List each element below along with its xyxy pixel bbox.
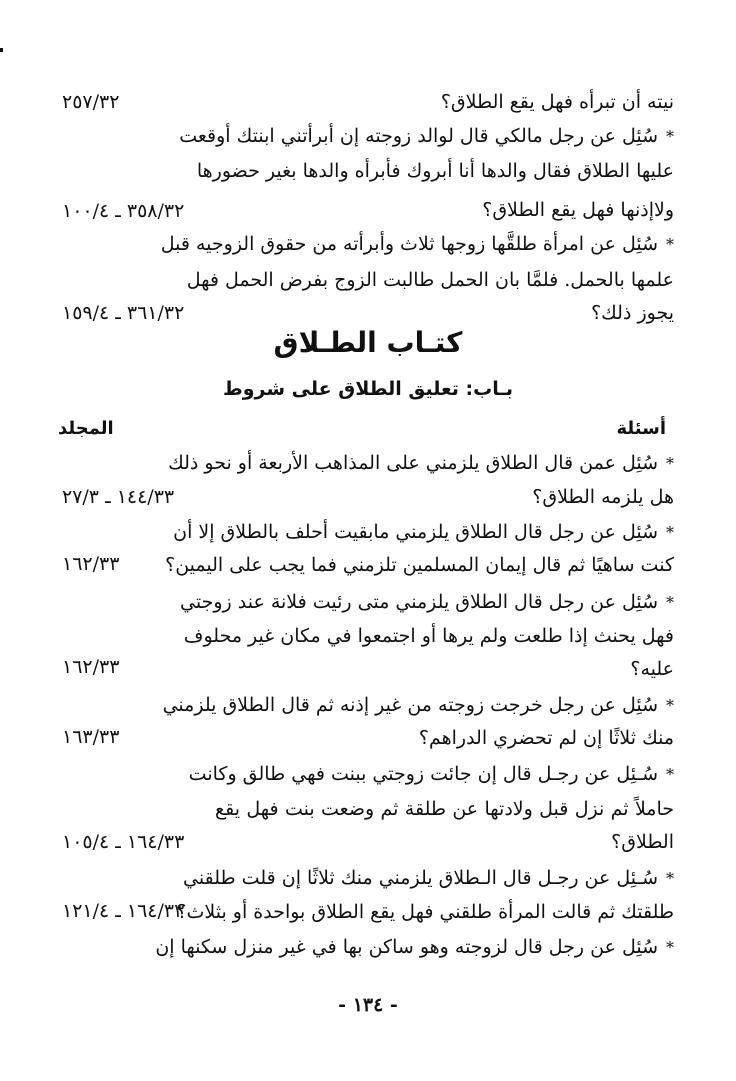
volume-reference: ١٦٣/٣٣ <box>62 726 120 748</box>
bullet-icon: * <box>666 869 674 888</box>
bullet-icon: * <box>666 765 674 784</box>
question-line: *سُئِل عمن قال الطلاق يلزمني على المذاهب الأربعة أو نحو ذلك <box>168 452 674 474</box>
question-line: *سُئِل عن رجل مالكي قال لوالد زوجته إن أبرأتني ابنتك أوقعت <box>179 125 674 147</box>
text-line: كنت ساهيًا ثم قال إيمان المسلمين تلزمني فما يجب على اليمين؟ <box>165 554 674 576</box>
question-line: *سُـئِل عن رجـل قال الـطلاق يلزمني منك ثلاثًا إن قلت طلقني <box>183 867 674 889</box>
section-subtitle: بـاب: تعليق الطلاق على شروط <box>223 378 513 400</box>
bullet-icon: * <box>666 696 674 715</box>
volume-reference: ١٤٤/٣٣ ـ ٢٧/٣ <box>62 486 175 508</box>
volume-reference: ١٦٢/٣٣ <box>62 553 120 575</box>
text-line: علمها بالحمل. فلمَّا بان الحمل طالبت الزوج بفرض الحمل فهل <box>186 269 674 291</box>
question-line: *سُئِل عن رجل خرجت زوجته من غير إذنه ثم قال الطلاق يلزمني <box>162 694 674 716</box>
text-line: منك ثلاثًا إن لم تحضري الدراهم؟ <box>418 727 674 749</box>
bullet-icon: * <box>666 454 674 473</box>
volume-reference: ٣٦١/٣٢ ـ ١٥٩/٤ <box>62 302 185 324</box>
text-line: عليها الطلاق فقال والدها أنا أبروك فأبرأه والدها بغير حضورها <box>196 160 674 182</box>
text-line: يجوز ذلك؟ <box>591 302 674 324</box>
question-line: *سُئِل عن امرأة طلقَّها زوجها ثلاث وأبرأته من حقوق الزوجيه قبل <box>160 233 674 255</box>
bullet-icon: * <box>666 938 674 957</box>
text-line: ولاإذنها فهل يقع الطلاق؟ <box>482 199 674 221</box>
column-header-volume: المجلد <box>58 418 114 439</box>
text-line: عليه؟ <box>630 658 674 680</box>
column-header-questions: أسئلة <box>616 418 666 439</box>
bullet-icon: * <box>666 523 674 542</box>
text-line: طلقتك ثم قالت المرأة طلقني فهل يقع الطلاق بواحدة أو بثلاث؟ <box>176 901 674 923</box>
question-line: *سُئِل عن رجل قال الطلاق يلزمني مابقيت أحلف بالطلاق إلا أن <box>173 521 674 543</box>
volume-reference: ٣٥٨/٣٢ ـ ١٠٠/٤ <box>62 200 185 222</box>
text-line: نيته أن تبرأه فهل يقع الطلاق؟ <box>440 91 674 113</box>
volume-reference: ١٦٤/٣٣ ـ ١٠٥/٤ <box>62 831 185 853</box>
question-line: *سُئِل عن رجل قال لزوجته وهو ساكن بها في غير منزل سكنها إن <box>155 936 674 958</box>
bullet-icon: * <box>666 127 674 146</box>
volume-reference: ١٦٢/٣٣ <box>62 656 120 678</box>
bullet-icon: * <box>666 235 674 254</box>
page-number: - ١٣٤ - <box>338 994 398 1016</box>
text-line: حاملاً ثم نزل قبل ولادتها عن طلقة ثم وضعت بنت فهل يقع <box>215 798 674 820</box>
text-line: هل يلزمه الطلاق؟ <box>532 486 674 508</box>
bullet-icon: * <box>666 593 674 612</box>
volume-reference: ٢٥٧/٣٢ <box>62 91 120 113</box>
text-line: فهل يحنث إذا طلعت ولم يرها أو اجتمعوا في مكان غير محلوف <box>183 625 674 647</box>
question-line: *سُـئِل عن رجـل قال إن جائت زوجتي ببنت فهي طالق وكانت <box>188 763 674 785</box>
question-line: *سُئِل عن رجل قال الطلاق يلزمني متى رئيت فلانة عند زوجتي <box>180 591 674 613</box>
text-line: الطلاق؟ <box>611 831 674 853</box>
margin-mark <box>0 48 3 52</box>
chapter-title: كتـاب الطـلاق <box>273 326 463 359</box>
volume-reference: ١٦٤/٣٣ ـ ١٢١/٤ <box>62 900 185 922</box>
